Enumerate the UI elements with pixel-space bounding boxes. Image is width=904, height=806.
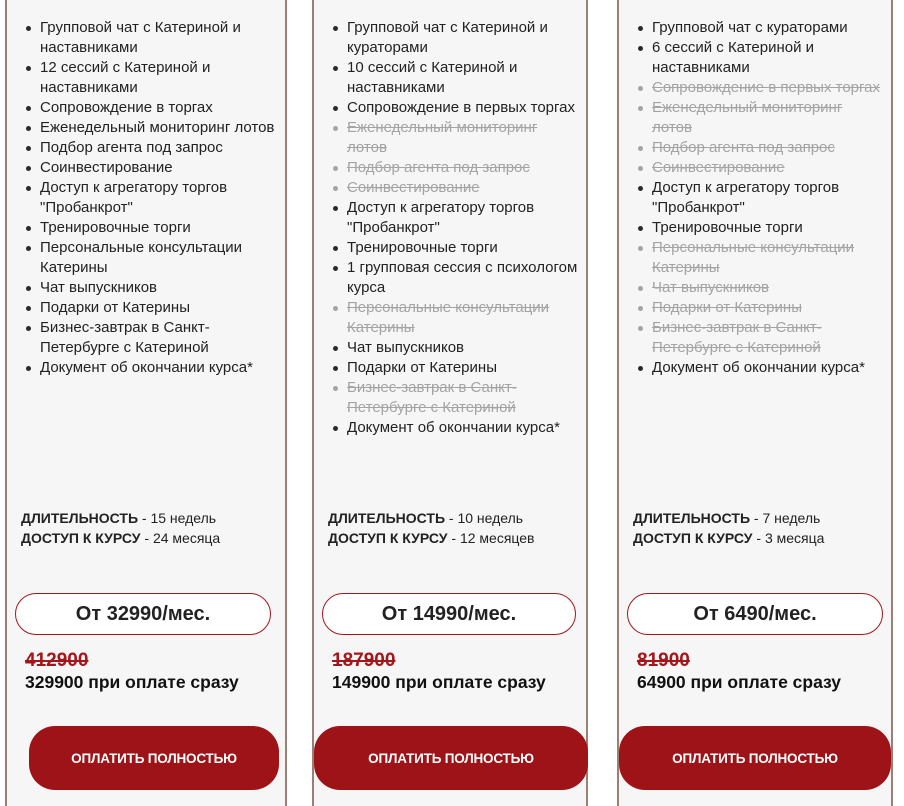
feature-item-excluded: Чат выпускников <box>633 278 883 298</box>
feature-list <box>21 18 277 378</box>
access-row <box>633 528 887 548</box>
feature-item: Документ об окончании курса* <box>633 358 883 378</box>
feature-item: Подарки от Катерины <box>328 358 578 378</box>
feature-item-excluded: Еженедельный мониторинг лотов <box>633 98 883 138</box>
plan-card-3 <box>617 0 893 806</box>
feature-item: Бизнес-завтрак в Санкт-Петербурге с Катериной <box>21 318 277 358</box>
full-price: 329900 при оплате сразу <box>25 672 239 692</box>
duration-row <box>328 508 582 528</box>
plan-meta <box>633 508 887 548</box>
access-value: - 24 месяца <box>140 530 221 546</box>
feature-item: Доступ к агрегатору торгов "Пробанкрот" <box>633 178 883 218</box>
access-row <box>21 528 281 548</box>
feature-item: Групповой чат с Катериной и наставниками <box>21 18 277 58</box>
feature-item: Групповой чат с Катериной и кураторами <box>328 18 578 58</box>
plan-card-1 <box>5 0 287 806</box>
pay-full-button[interactable]: ОПЛАТИТЬ ПОЛНОСТЬЮ <box>619 726 891 790</box>
feature-item: Документ об окончании курса* <box>21 358 277 378</box>
duration-label: ДЛИТЕЛЬНОСТЬ <box>21 510 139 526</box>
full-price: 64900 при оплате сразу <box>637 672 842 692</box>
pay-full-button[interactable]: ОПЛАТИТЬ ПОЛНОСТЬЮ <box>314 726 588 790</box>
feature-item: Подбор агента под запрос <box>21 138 277 158</box>
feature-item: Чат выпускников <box>328 338 578 358</box>
feature-item-excluded: Бизнес-завтрак в Санкт-Петербурге с Катериной <box>633 318 883 358</box>
feature-item: Документ об окончании курса* <box>328 418 578 438</box>
feature-item: Соинвестирование <box>21 158 277 178</box>
plan-meta <box>21 508 281 548</box>
feature-item-excluded: Сопровождение в первых торгах <box>633 78 883 98</box>
feature-item-excluded: Бизнес-завтрак в Санкт-Петербурге с Катериной <box>328 378 578 418</box>
feature-item: Доступ к агрегатору торгов "Пробанкрот" <box>328 198 578 238</box>
monthly-price-pill: От 32990/мес. <box>15 593 271 635</box>
feature-item-excluded: Соинвестирование <box>328 178 578 198</box>
feature-item: Групповой чат с кураторами <box>633 18 883 38</box>
feature-item-excluded: Подарки от Катерины <box>633 298 883 318</box>
feature-item: Тренировочные торги <box>21 218 277 238</box>
feature-item-excluded: Подбор агента под запрос <box>328 158 578 178</box>
old-price: 81900 <box>637 650 690 671</box>
access-value: - 12 месяцев <box>447 530 535 546</box>
duration-value: - 10 недель <box>445 510 524 526</box>
feature-item: Тренировочные торги <box>633 218 883 238</box>
old-price: 187900 <box>332 650 396 671</box>
feature-item: Чат выпускников <box>21 278 277 298</box>
duration-value: - 15 недель <box>138 510 217 526</box>
feature-item-excluded: Персональные консультации Катерины <box>328 298 578 338</box>
feature-item: 1 групповая сессия с психологом курса <box>328 258 578 298</box>
feature-item: Подарки от Катерины <box>21 298 277 318</box>
plan-meta <box>328 508 582 548</box>
feature-item: 6 сессий с Катериной и наставниками <box>633 38 883 78</box>
duration-label: ДЛИТЕЛЬНОСТЬ <box>328 510 446 526</box>
monthly-price-pill: От 14990/мес. <box>322 593 576 635</box>
feature-item: 10 сессий с Катериной и наставниками <box>328 58 578 98</box>
plan-card-2 <box>312 0 588 806</box>
feature-item-excluded: Персональные консультации Катерины <box>633 238 883 278</box>
feature-list <box>328 18 578 438</box>
access-label: ДОСТУП К КУРСУ <box>633 530 753 546</box>
feature-item: Еженедельный мониторинг лотов <box>21 118 277 138</box>
access-value: - 3 месяца <box>752 530 825 546</box>
duration-value: - 7 недель <box>750 510 821 526</box>
feature-item: Тренировочные торги <box>328 238 578 258</box>
feature-item: Сопровождение в торгах <box>21 98 277 118</box>
access-label: ДОСТУП К КУРСУ <box>328 530 448 546</box>
duration-label: ДЛИТЕЛЬНОСТЬ <box>633 510 751 526</box>
monthly-price-pill: От 6490/мес. <box>627 593 883 635</box>
feature-item: 12 сессий с Катериной и наставниками <box>21 58 277 98</box>
feature-item-excluded: Еженедельный мониторинг лотов <box>328 118 578 158</box>
feature-item: Сопровождение в первых торгах <box>328 98 578 118</box>
old-price: 412900 <box>25 650 89 671</box>
feature-item: Персональные консультации Катерины <box>21 238 277 278</box>
access-row <box>328 528 582 548</box>
feature-list <box>633 18 883 378</box>
access-label: ДОСТУП К КУРСУ <box>21 530 141 546</box>
duration-row <box>633 508 887 528</box>
feature-item-excluded: Соинвестирование <box>633 158 883 178</box>
duration-row <box>21 508 281 528</box>
pay-full-button[interactable]: ОПЛАТИТЬ ПОЛНОСТЬЮ <box>29 726 279 790</box>
feature-item-excluded: Подбор агента под запрос <box>633 138 883 158</box>
full-price: 149900 при оплате сразу <box>332 672 546 692</box>
feature-item: Доступ к агрегатору торгов "Пробанкрот" <box>21 178 277 218</box>
